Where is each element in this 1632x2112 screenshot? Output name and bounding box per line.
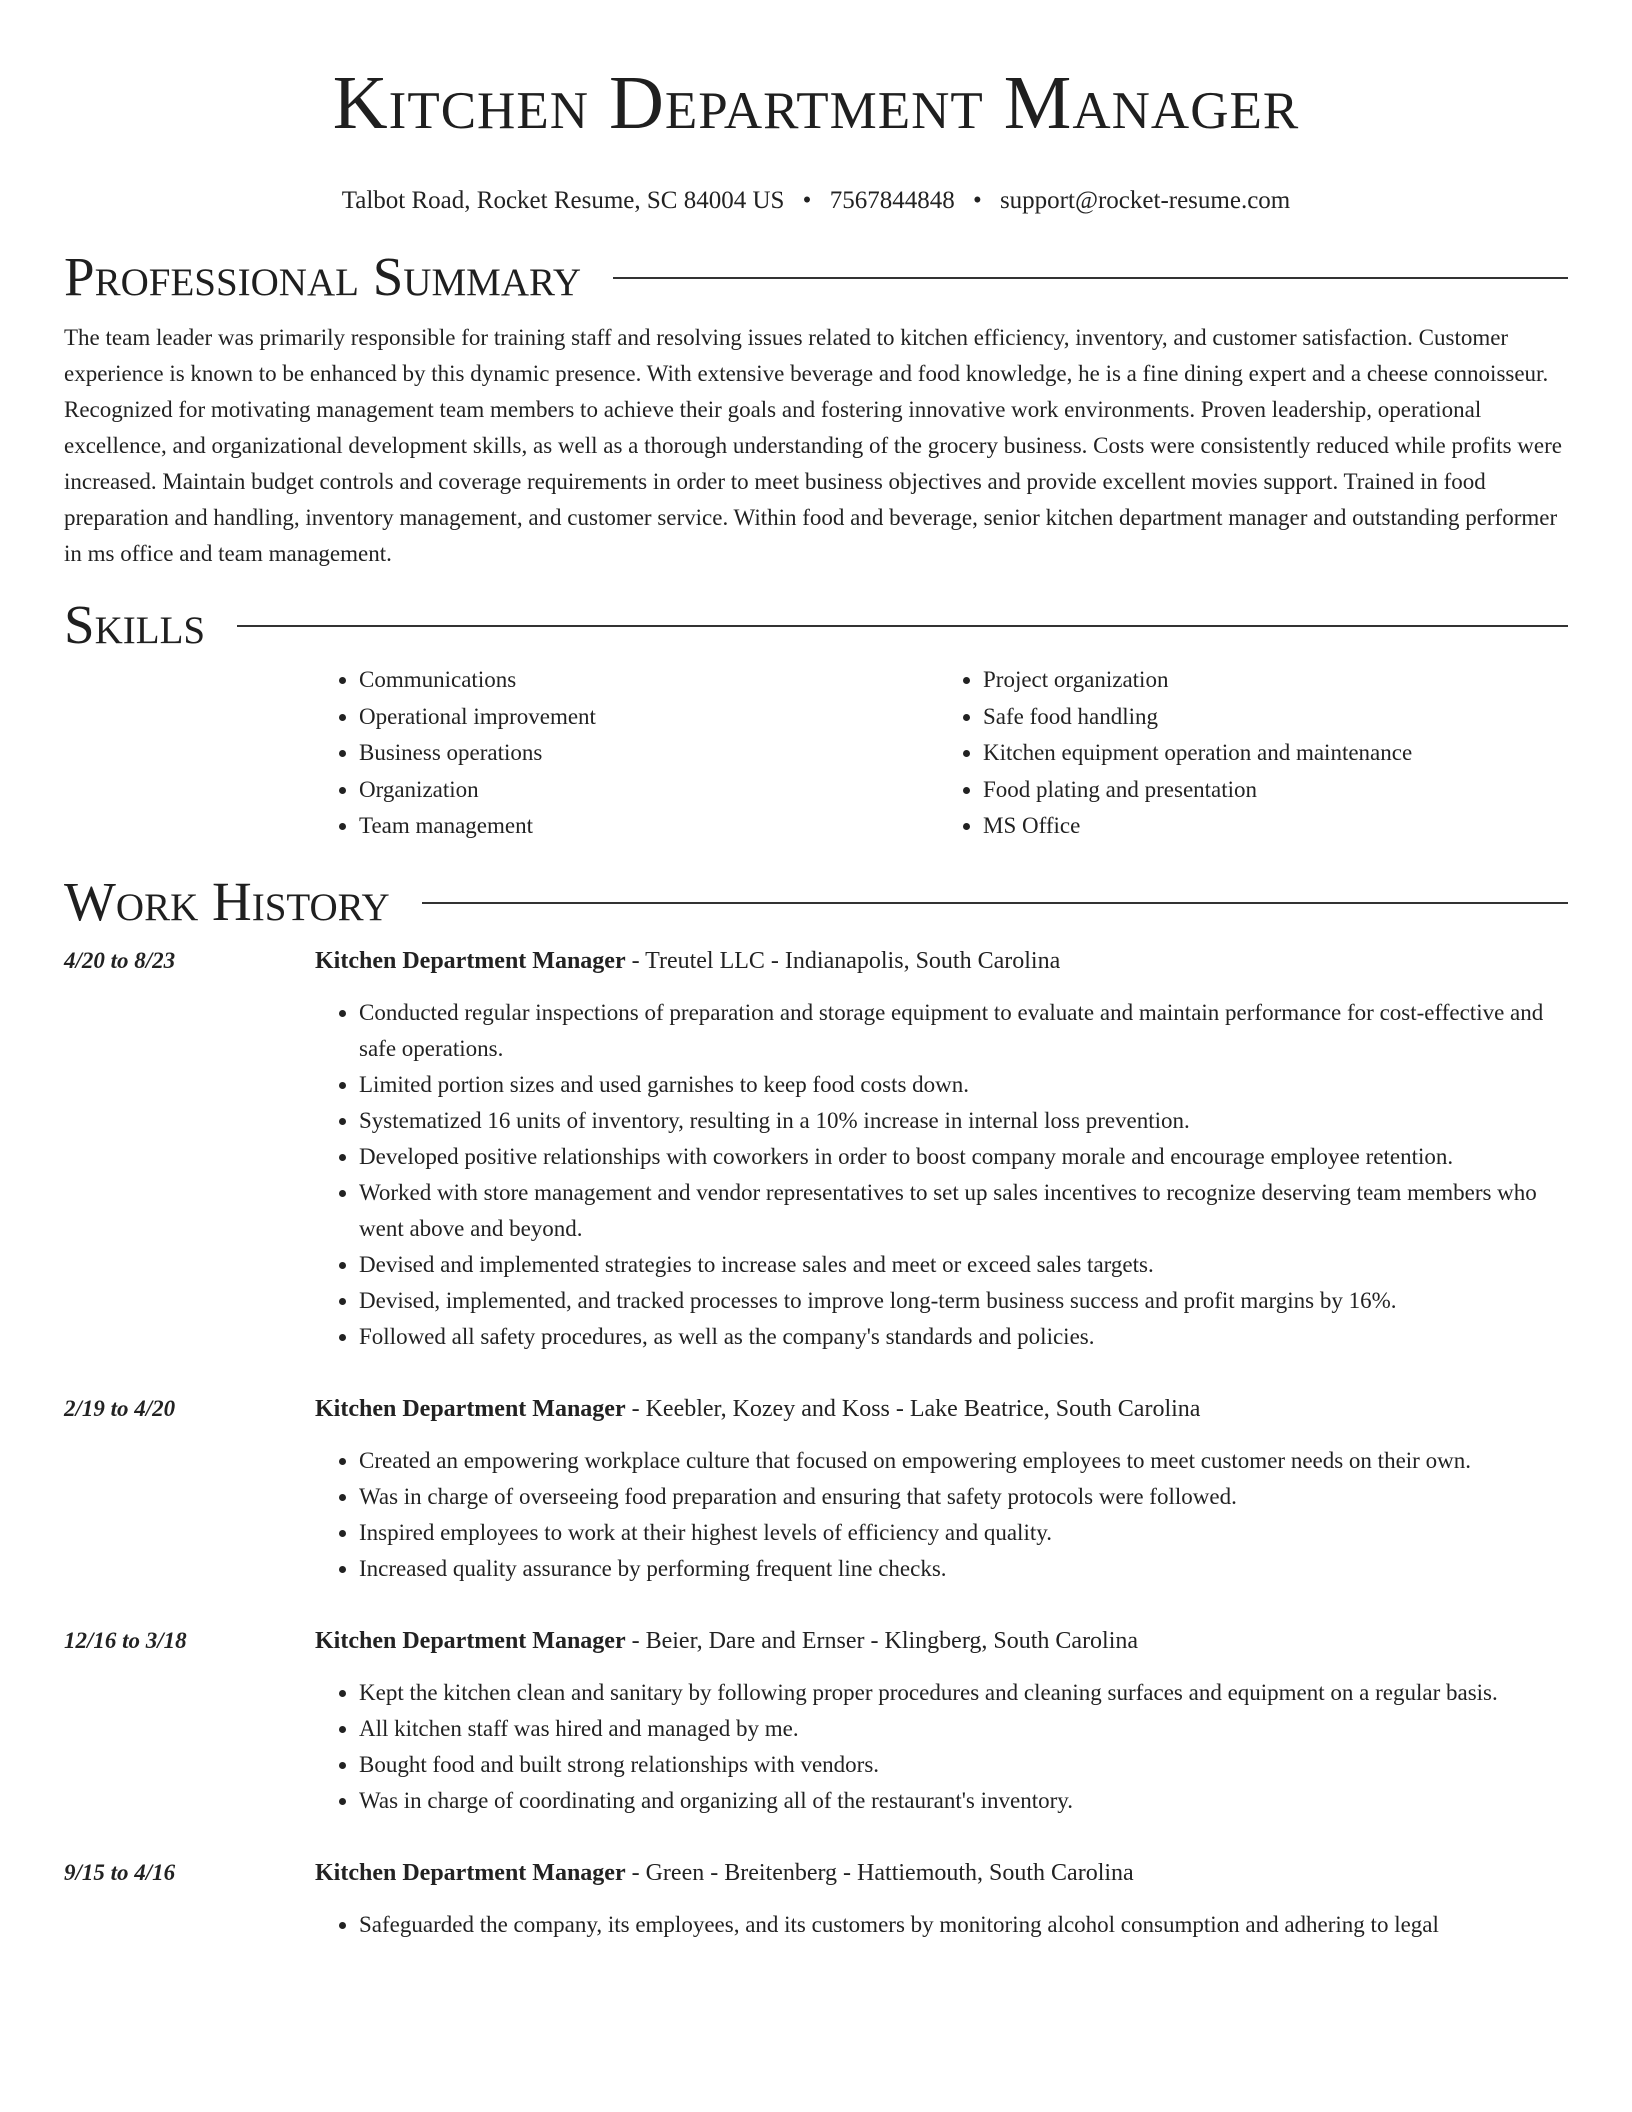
section-divider (422, 902, 1568, 904)
job-company-location: - Treutel LLC - Indianapolis, South Carolina (625, 947, 1061, 974)
summary-header (64, 246, 1568, 308)
skills-column-right (944, 662, 1568, 845)
job-title: Kitchen Department Manager (315, 1627, 626, 1654)
summary-section (64, 246, 1568, 572)
skills-header (64, 594, 1568, 656)
work-history-section (64, 871, 1568, 1943)
job-entry (64, 943, 1568, 1355)
skills-list (315, 662, 1568, 845)
job-dates: 12/16 to 3/18 (64, 1627, 187, 1653)
contact-email: support@rocket-resume.com (999, 187, 1291, 214)
job-title: Kitchen Department Manager (315, 1395, 626, 1422)
work-history-heading: Work History (64, 870, 390, 932)
section-divider (237, 625, 1568, 627)
skill-item: • Operational improvement (359, 699, 944, 736)
job-bullet: • Kept the kitchen clean and sanitary by following proper procedures and cleaning surfaces and equipment on a regular basis. (359, 1675, 1568, 1711)
job-bullet: • Followed all safety procedures, as well as the company's standards and policies. (359, 1319, 1568, 1355)
job-bullet: • Bought food and built strong relationships with vendors. (359, 1747, 1568, 1783)
job-bullets (315, 1675, 1568, 1819)
skill-item: • Food plating and presentation (983, 772, 1568, 809)
summary-heading: Professional Summary (64, 246, 582, 307)
skills-heading: Skills (64, 594, 206, 655)
job-bullet: • Developed positive relationships with coworkers in order to boost company morale and encourage employee retention. (359, 1139, 1568, 1175)
skill-item: • Organization (359, 772, 944, 809)
job-company-location: - Beier, Dare and Ernser - Klingberg, South Carolina (625, 1627, 1139, 1654)
job-company-location: - Keebler, Kozey and Koss - Lake Beatrice, South Carolina (625, 1395, 1201, 1422)
job-entry (64, 1391, 1568, 1587)
job-bullet: • Devised and implemented strategies to increase sales and meet or exceed sales targets. (359, 1247, 1568, 1283)
job-company-location: - Green - Breitenberg - Hattiemouth, South Carolina (625, 1859, 1134, 1886)
skill-item: • Team management (359, 808, 944, 845)
job-bullet: • Created an empowering workplace culture that focused on empowering employees to meet customer needs on their own. (359, 1443, 1568, 1479)
skill-item: • Project organization (983, 662, 1568, 699)
job-bullet: • Conducted regular inspections of preparation and storage equipment to evaluate and maintain performance for cost-effective and safe operations. (359, 995, 1568, 1067)
job-dates: 4/20 to 8/23 (64, 947, 176, 973)
skill-item: • Safe food handling (983, 699, 1568, 736)
job-bullet: • Worked with store management and vendor representatives to set up sales incentives to recognize deserving team members who went above and beyond. (359, 1175, 1568, 1247)
job-dates: 9/15 to 4/16 (64, 1859, 176, 1885)
job-list (64, 943, 1568, 1943)
job-bullets (315, 1907, 1568, 1943)
contact-separator: • (802, 187, 812, 214)
skills-section (64, 594, 1568, 845)
job-bullet: • Devised, implemented, and tracked processes to improve long-term business success and profit margins by 16%. (359, 1283, 1568, 1319)
job-header (64, 1855, 1568, 1891)
skills-column-left (315, 662, 944, 845)
contact-line (64, 186, 1568, 216)
summary-text: The team leader was primarily responsible for training staff and resolving issues related to kitchen efficiency, inventory, and customer satisfaction. Customer experience is known to be enhanced by this dynamic presence. With extensive beverage and food knowledge, he is a fine dining expert and a cheese connoisseur. Recognized for motivating management team members to achieve their goals and fostering innovative work environments. Proven leadership, operational excellence, and organizational development skills, as well as a thorough understanding of the grocery business. Costs were consistently reduced while profits were increased. Maintain budget controls and coverage requirements in order to meet business objectives and provide excellent movies support. Trained in food preparation and handling, inventory management, and customer service. Within food and beverage, senior kitchen department manager and outstanding performer in ms office and team management. (64, 325, 1562, 566)
job-bullet: • Limited portion sizes and used garnishes to keep food costs down. (359, 1067, 1568, 1103)
job-bullet: • All kitchen staff was hired and managed by me. (359, 1711, 1568, 1747)
job-bullets (315, 995, 1568, 1355)
job-title-line (315, 1855, 1134, 1891)
skill-item: • Communications (359, 662, 944, 699)
job-entry (64, 1623, 1568, 1819)
job-title-line (315, 1391, 1200, 1427)
job-bullet: • Was in charge of coordinating and organizing all of the restaurant's inventory. (359, 1783, 1568, 1819)
contact-address: Talbot Road, Rocket Resume, SC 84004 US (341, 187, 785, 214)
job-bullet: • Inspired employees to work at their highest levels of efficiency and quality. (359, 1515, 1568, 1551)
job-header (64, 1623, 1568, 1659)
job-entry (64, 1855, 1568, 1943)
job-title: Kitchen Department Manager (315, 1859, 626, 1886)
job-title: Kitchen Department Manager (315, 947, 626, 974)
job-title-line (315, 943, 1060, 979)
job-title-line (315, 1623, 1138, 1659)
job-bullet: • Safeguarded the company, its employees, and its customers by monitoring alcohol consumption and adhering to legal (359, 1907, 1568, 1943)
job-header (64, 943, 1568, 979)
skill-item: • Kitchen equipment operation and maintenance (983, 735, 1568, 772)
skill-item: • MS Office (983, 808, 1568, 845)
contact-phone: 7567844848 (829, 187, 955, 214)
contact-separator: • (972, 187, 982, 214)
section-divider (613, 277, 1568, 279)
job-header (64, 1391, 1568, 1427)
job-dates: 2/19 to 4/20 (64, 1395, 176, 1421)
work-history-header (64, 871, 1568, 933)
job-bullets (315, 1443, 1568, 1587)
skill-item: • Business operations (359, 735, 944, 772)
job-bullet: • Increased quality assurance by performing frequent line checks. (359, 1551, 1568, 1587)
job-bullet: • Systematized 16 units of inventory, resulting in a 10% increase in internal loss prevention. (359, 1103, 1568, 1139)
resume-name: Kitchen Department Manager (332, 61, 1300, 145)
job-bullet: • Was in charge of overseeing food preparation and ensuring that safety protocols were followed. (359, 1479, 1568, 1515)
